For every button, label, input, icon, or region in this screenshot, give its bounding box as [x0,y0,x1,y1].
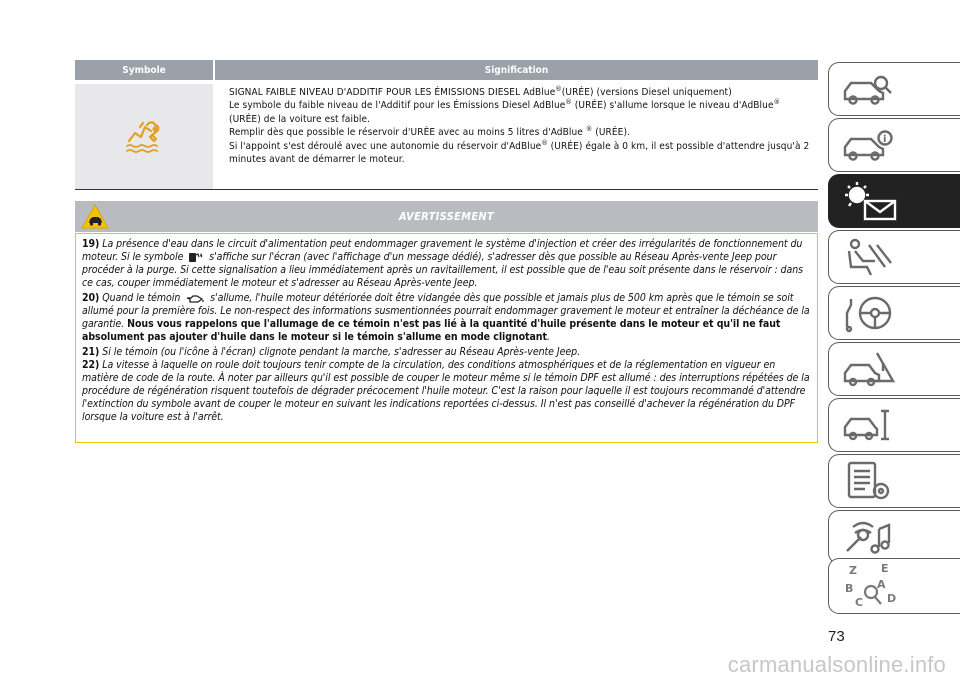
signal-description: Le symbole du faible niveau de l'Additif pour les Émissions Diesel AdBlue® (URÉE) s'allume lorsque le niveau d'AdBlue® (URÉE) de la voiture est faible. [229,98,780,125]
water-in-fuel-icon [188,251,204,263]
specifications-list-icon [841,461,897,501]
oil-can-icon [185,294,205,304]
steering-wheel-icon [841,293,897,333]
meaning-cell [215,84,818,189]
header-symbol: Symbole [122,64,166,76]
warning-body [75,233,818,443]
svg-text:A: A [877,578,886,591]
warning-item-22: 22) La vitesse à laquelle on roule doit toujours tenir compte de la circulation, des conditions atmosphériques et de la réglementation en vigueur en matière de code de la route. À noter par ailleurs qu'il est possible de couper le moteur même si le témoin DPF est allumé : des interruptions répétées de la procédure de régénération risquent toutefois de dégrader précocement l'huile moteur. C'est la raison pour laquelle il est toujours recommandé d'attendre l'extinction du symbole avant de couper le moteur en suivant les indications reportées ci-dessus. Il n'est pas conseillé d'achever la régénération du DPF lorsque la voiture est à l'arrêt. [82,359,810,423]
side-tab-multimedia[interactable] [828,510,960,564]
svg-text:E: E [881,562,889,575]
warning-item-19: 19) La présence d'eau dans le circuit d'alimentation peut endommager gravement le système d'injection et créer des irrégularités de fonctionnement du moteur. Si le symbole s'affiche sur l'écran (avec l'affichage d'un message dédié), s'adresser dès que possible au Réseau Après-vente Jeep pour procéder à la purge. Si cette signalisation a lieu immédiatement après un ravitaillement, il est possible que de l'eau soit présente dans le réservoir : dans ce cas, couper immédiatement le moteur et s'adresser au Réseau Après-vente Jeep. [82,238,804,289]
seat-airbag-icon [841,237,897,277]
side-tab-index[interactable] [828,558,960,614]
side-tab-safety[interactable] [828,230,960,284]
side-tab-emergency[interactable] [828,342,960,396]
signal-wait: Si l'appoint s'est déroulé avec une autonomie du réservoir d'AdBlue® (URÉE) égale à 0 km, il est possible d'attendre jusqu'à 2 minutes avant de démarrer le moteur. [229,138,810,166]
adblue-fluid-level-icon [123,119,165,155]
road-warning-icon [841,349,897,389]
warning-light-message-icon [841,181,901,221]
table-header [75,60,818,80]
svg-text:C: C [855,596,864,609]
side-tab-car-search[interactable] [828,62,960,116]
symbol-cell [75,84,213,189]
svg-text:D: D [887,592,897,605]
warning-item-21: 21) Si le témoin (ou l'icône à l'écran) clignote pendant la marche, s'adresser au Réseau Après-vente Jeep. [82,346,581,358]
side-tab-maintenance[interactable] [828,398,960,452]
car-search-icon [841,71,897,107]
signal-title: SIGNAL FAIBLE NIVEAU D'ADDITIF POUR LES ÉMISSIONS DIESEL AdBlue®(URÉE) (versions Diesel uniquement) [229,85,732,98]
watermark: carmanualsonline.info [727,652,946,677]
warning-item-20: 20) Quand le témoin s'allume, l'huile moteur détériorée doit être vidangée dès que possible et jamais plus de 500 km après que le témoin se soit allumé pour la première fois. Le non-respect des informations susmentionnées pourrait endommager gravement le moteur et entraîner la déchéance de la garantie. Nous vous rappelons que l'allumage de ce témoin n'est pas lié à la quantité d'huile présente dans le moteur et qu'il ne faut absolument pas ajouter d'huile dans le moteur si le témoin s'allume en mode clignotant. [82,292,810,343]
side-tab-specifications[interactable] [828,454,960,508]
multimedia-icon [841,517,897,557]
svg-text:B: B [845,582,854,595]
warning-header [75,201,818,232]
side-tab-driving[interactable] [828,286,960,340]
table-row [75,84,818,190]
car-wrench-icon [841,405,897,445]
signal-refill: Remplir dès que possible le réservoir d'URÉE avec au moins 5 litres d'AdBlue ® (URÉE). [229,125,631,139]
page-number: 73 [828,628,845,645]
svg-text:i: i [883,134,887,145]
symbol-table [75,60,818,190]
header-meaning: Signification [484,64,549,76]
warning-title: AVERTISSEMENT [398,210,495,223]
car-info-icon [841,127,897,163]
side-tab-car-info[interactable] [828,118,960,172]
alphabetical-index-icon [841,562,901,610]
side-tab-warning-lights[interactable] [828,174,960,228]
svg-text:Z: Z [849,564,857,577]
